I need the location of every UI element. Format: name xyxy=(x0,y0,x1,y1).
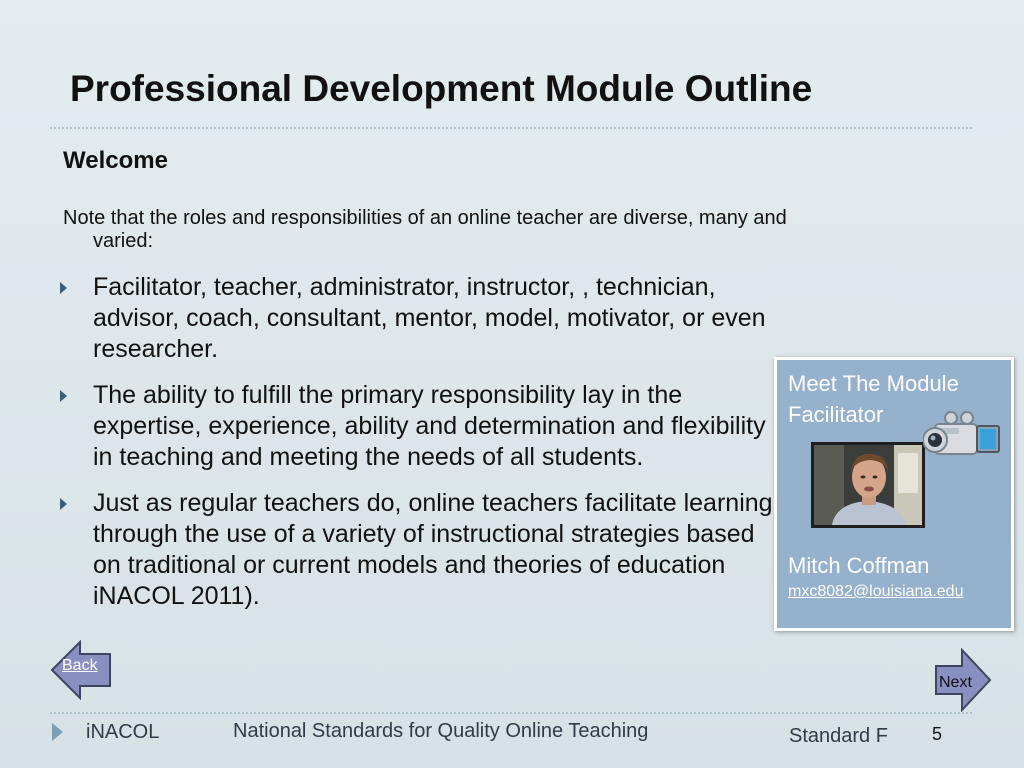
next-label[interactable]: Next xyxy=(939,674,972,691)
slide-title: Professional Development Module Outline xyxy=(70,68,813,109)
facilitator-photo[interactable] xyxy=(811,442,925,528)
bullet-list xyxy=(60,272,775,627)
facilitator-email-link[interactable]: mxc8082@louisiana.edu xyxy=(788,583,964,600)
video-camera-icon[interactable] xyxy=(923,404,1001,476)
bullet-arrow-icon xyxy=(60,282,67,294)
bullet-item xyxy=(60,272,775,365)
facilitator-heading: Meet The Module Facilitator xyxy=(788,371,959,427)
section-heading: Welcome xyxy=(63,147,168,174)
footer-divider xyxy=(50,712,972,714)
bullet-text: Facilitator, teacher, administrator, instructor, , technician, advisor, coach, consultant, mentor, model, motivator, or even researcher. xyxy=(93,273,766,363)
footer-section: Standard F xyxy=(789,725,888,747)
bullet-arrow-icon xyxy=(60,498,67,510)
bullet-text: Just as regular teachers do, online teachers facilitate learning through the use of a variety of instructional strategies based on traditional or current models and theories of education iNACOL 2011). xyxy=(93,489,773,610)
page-number: 5 xyxy=(932,724,943,744)
footer-standards-title: National Standards for Quality Online Teaching xyxy=(233,720,649,742)
bullet-arrow-icon xyxy=(60,390,67,402)
bullet-item xyxy=(60,380,775,473)
facilitator-name: Mitch Coffman xyxy=(788,553,930,578)
footer-triangle-icon xyxy=(52,723,63,741)
bullet-item xyxy=(60,488,775,612)
facilitator-card xyxy=(774,357,1014,631)
back-link[interactable]: Back xyxy=(62,657,98,674)
bullet-text: The ability to fulfill the primary responsibility lay in the expertise, experience, ability and determination and flexibility in teaching and meeting the needs of all students. xyxy=(93,381,766,471)
footer-org: iNACOL xyxy=(86,721,160,743)
intro-note: Note that the roles and responsibilities of an online teacher are diverse, many and varied: xyxy=(63,207,787,252)
title-divider xyxy=(50,127,972,129)
